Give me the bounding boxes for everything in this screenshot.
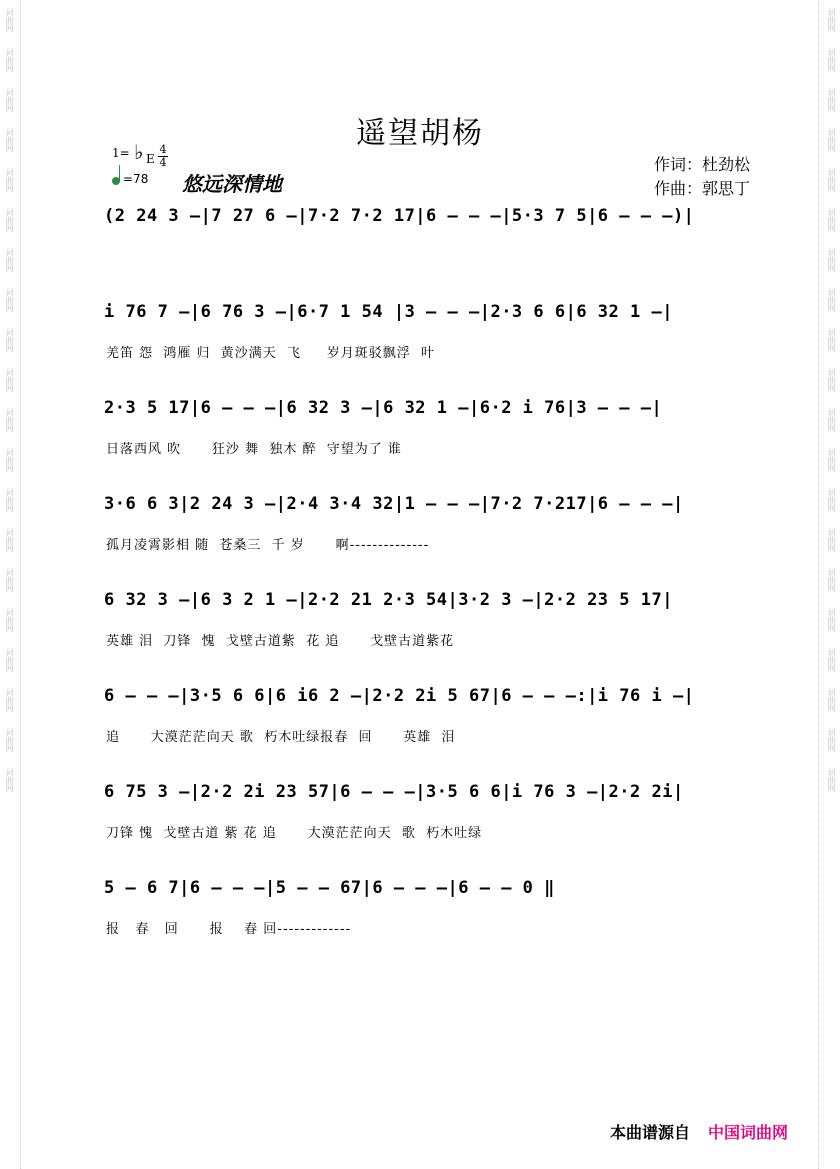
watermark-text: 词曲网 bbox=[5, 128, 14, 152]
watermark-text: 词曲网 bbox=[5, 768, 14, 792]
watermark-text: 词曲网 bbox=[827, 168, 836, 192]
lyric-line-5: 追 大漠茫茫向天 歌 朽木吐绿报春 回 英雄 泪 bbox=[106, 730, 456, 745]
watermark-text: 词曲网 bbox=[827, 128, 836, 152]
watermark-text: 词曲网 bbox=[5, 208, 14, 232]
watermark-text: 词曲网 bbox=[5, 488, 14, 512]
watermark-text: 词曲网 bbox=[5, 648, 14, 672]
watermark-text: 词曲网 bbox=[827, 288, 836, 312]
right-watermark-column bbox=[824, 0, 838, 1169]
lyric-line-7: 报 春 回 报 春 回------------- bbox=[106, 922, 352, 937]
watermark-text: 词曲网 bbox=[5, 568, 14, 592]
watermark-text: 词曲网 bbox=[827, 408, 836, 432]
watermark-text: 词曲网 bbox=[5, 688, 14, 712]
score-line-3: 3·6 6 3|2 24 3 –|2·4 3·4 32|1 – – –|7·2 7·217|6 – – –| bbox=[104, 494, 684, 514]
key-prefix: 1= bbox=[112, 146, 130, 160]
watermark-text: 词曲网 bbox=[5, 88, 14, 112]
flat-sign: ♭ bbox=[134, 140, 144, 164]
source-label: 本曲谱源自 bbox=[610, 1123, 691, 1142]
watermark-text: 词曲网 bbox=[5, 608, 14, 632]
watermark-text: 词曲网 bbox=[827, 528, 836, 552]
key-signature bbox=[112, 140, 167, 169]
watermark-text: 词曲网 bbox=[5, 168, 14, 192]
time-bottom: 4 bbox=[159, 156, 167, 169]
score-line-1: i 76 7 –|6 76 3 –|6·7 1 54 |3 – – –|2·3 6 6|6 32 1 –| bbox=[104, 302, 673, 322]
watermark-text: 词曲网 bbox=[827, 48, 836, 72]
source-site-link[interactable]: 中国词曲网 bbox=[708, 1123, 789, 1142]
watermark-text: 词曲网 bbox=[5, 448, 14, 472]
expression-marking: 悠远深情地 bbox=[182, 172, 282, 196]
watermark-text: 词曲网 bbox=[827, 488, 836, 512]
watermark-text: 词曲网 bbox=[827, 208, 836, 232]
watermark-text: 词曲网 bbox=[5, 248, 14, 272]
song-title: 遥望胡杨 bbox=[356, 116, 484, 151]
score-line-4: 6 32 3 –|6 3 2 1 –|2·2 21 2·3 54|3·2 3 –|2·2 23 5 17| bbox=[104, 590, 673, 610]
watermark-text: 词曲网 bbox=[827, 768, 836, 792]
watermark-text: 词曲网 bbox=[827, 608, 836, 632]
source-credit bbox=[610, 1120, 788, 1143]
score-line-2: 2·3 5 17|6 – – –|6 32 3 –|6 32 1 –|6·2 i 76|3 – – –| bbox=[104, 398, 663, 418]
watermark-text: 词曲网 bbox=[827, 688, 836, 712]
watermark-text: 词曲网 bbox=[5, 288, 14, 312]
lyric-line-1: 羌笛 怨 鸿雁 归 黄沙满天 飞 岁月斑驳飘浮 叶 bbox=[106, 346, 435, 361]
watermark-text: 词曲网 bbox=[5, 528, 14, 552]
lyric-line-6: 刀锋 愧 戈壁古道 紫 花 追 大漠茫茫向天 歌 朽木吐绿 bbox=[106, 826, 483, 841]
watermark-text: 词曲网 bbox=[827, 448, 836, 472]
time-signature bbox=[158, 144, 168, 169]
right-margin-rule bbox=[818, 0, 819, 1169]
watermark-text: 词曲网 bbox=[5, 368, 14, 392]
watermark-text: 词曲网 bbox=[827, 88, 836, 112]
score-line-intro: (2 24 3 –|7 27 6 –|7·2 7·2 17|6 – – –|5·3 7 5|6 – – –)| bbox=[104, 206, 695, 226]
watermark-text: 词曲网 bbox=[5, 328, 14, 352]
watermark-text: 词曲网 bbox=[827, 368, 836, 392]
tempo-value: =78 bbox=[123, 172, 149, 186]
watermark-text: 词曲网 bbox=[5, 728, 14, 752]
tempo-marking bbox=[112, 172, 148, 186]
left-watermark-column bbox=[2, 0, 16, 1169]
lyric-line-2: 日落西风 吹 狂沙 舞 独木 醉 守望为了 谁 bbox=[106, 442, 402, 457]
score-line-5: 6 – – –|3·5 6 6|6 i6 2 –|2·2 2i 5 67|6 – – –:|i 76 i –| bbox=[104, 686, 695, 706]
lyricist-credit: 作词：杜劲松 bbox=[654, 155, 751, 174]
watermark-text: 词曲网 bbox=[827, 328, 836, 352]
score-line-6: 6 75 3 –|2·2 2i 23 57|6 – – –|3·5 6 6|i 76 3 –|2·2 2i| bbox=[104, 782, 684, 802]
lyric-line-4: 英雄 泪 刀锋 愧 戈壁古道紫 花 追 戈壁古道紫花 bbox=[106, 634, 455, 649]
quarter-note-icon bbox=[112, 177, 120, 185]
left-margin-rule bbox=[20, 0, 21, 1169]
watermark-text: 词曲网 bbox=[5, 408, 14, 432]
watermark-text: 词曲网 bbox=[827, 728, 836, 752]
composer-credit: 作曲：郭思丁 bbox=[654, 179, 751, 198]
watermark-text: 词曲网 bbox=[827, 648, 836, 672]
watermark-text: 词曲网 bbox=[5, 8, 14, 32]
score-line-7: 5 – 6 7|6 – – –|5 – – 67|6 – – –|6 – – 0 ‖ bbox=[104, 878, 555, 898]
time-top: 4 bbox=[159, 143, 167, 156]
watermark-text: 词曲网 bbox=[827, 248, 836, 272]
watermark-text: 词曲网 bbox=[827, 8, 836, 32]
watermark-text: 词曲网 bbox=[5, 48, 14, 72]
key-note: E bbox=[146, 152, 155, 166]
watermark-text: 词曲网 bbox=[827, 568, 836, 592]
lyric-line-3: 孤月凌霄影相 随 苍桑三 千 岁 啊-------------- bbox=[106, 538, 430, 553]
